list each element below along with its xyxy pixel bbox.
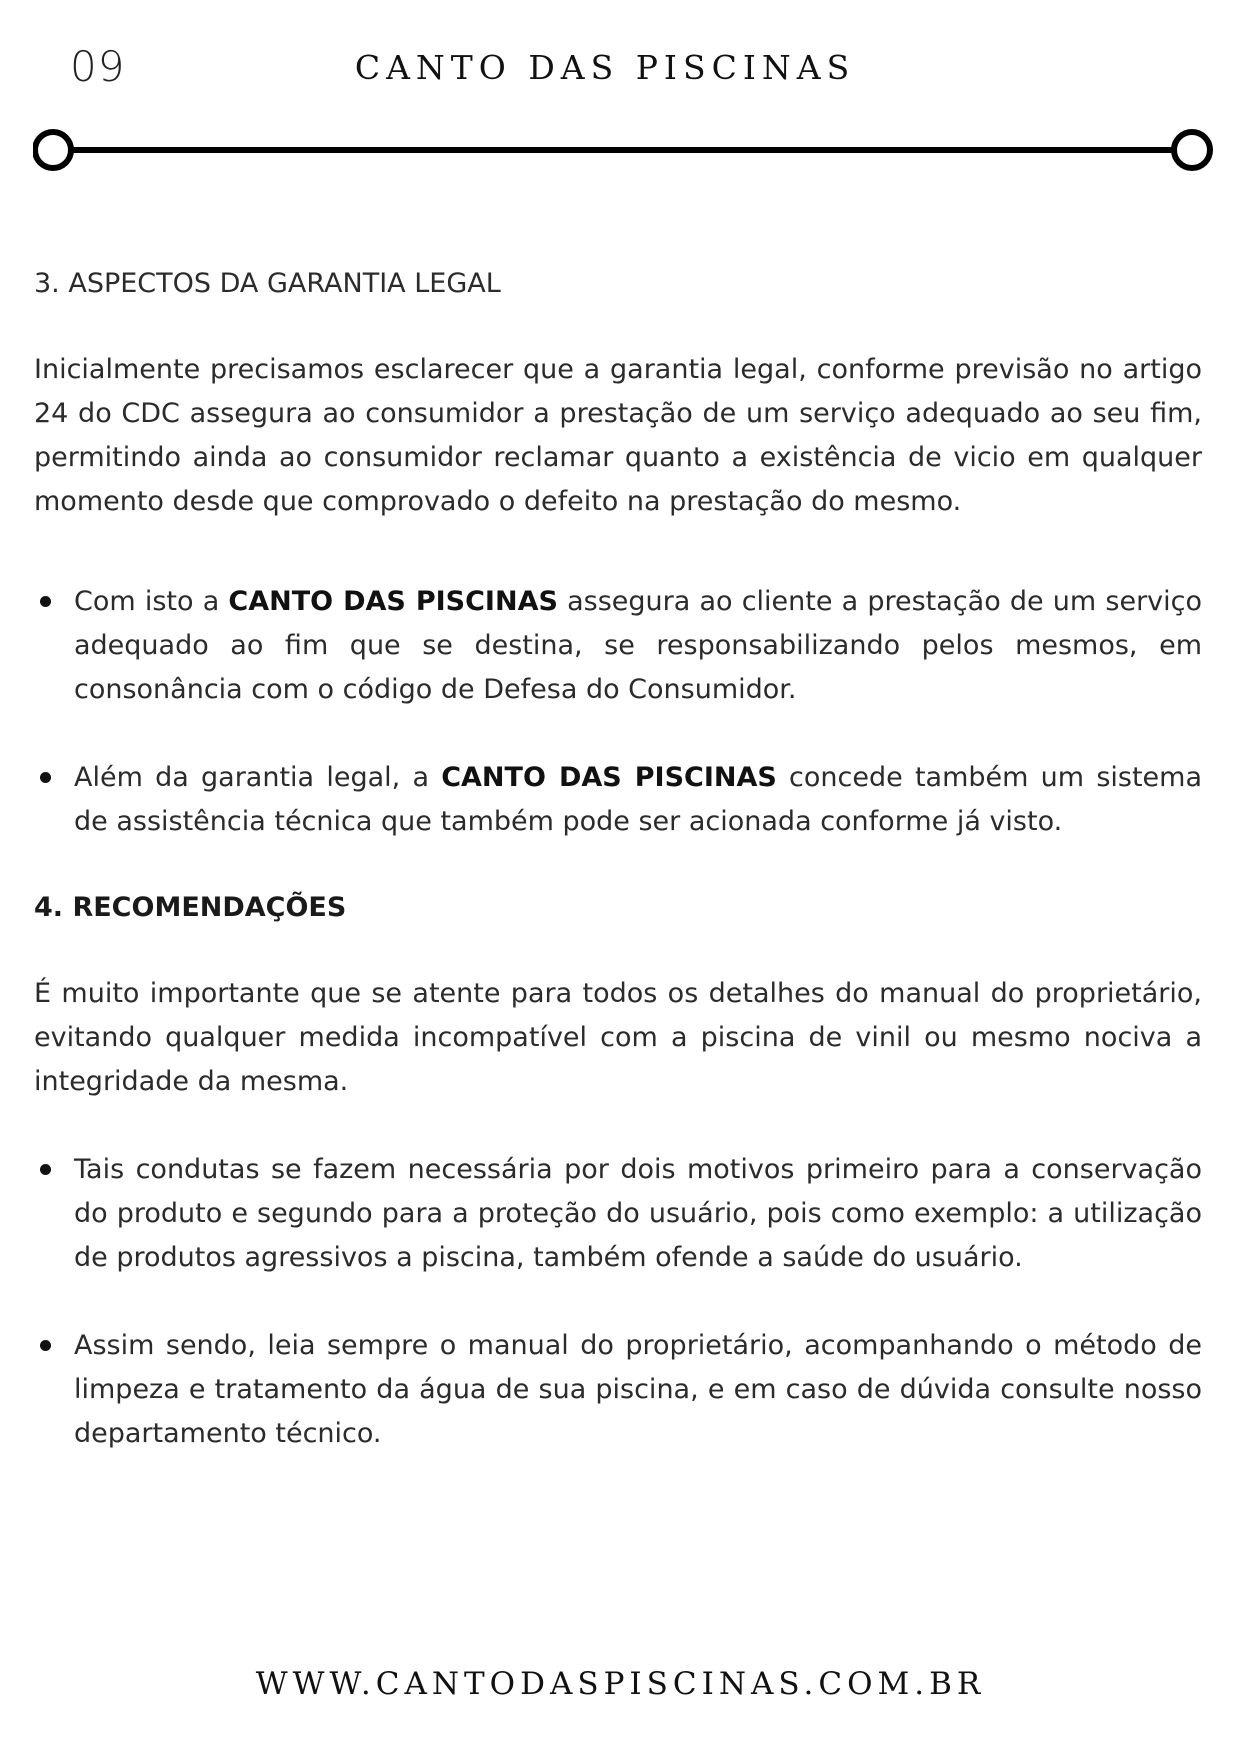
bullet-icon [40, 596, 51, 607]
bullet-icon [40, 1164, 51, 1175]
brand-name: CANTO DAS PISCINAS [228, 586, 558, 617]
bullet-text-after: concede também um sistema de assistência técnica que também pode ser acionada conforme já visto. [74, 762, 1203, 837]
section-3-bullet-list [34, 580, 1202, 844]
bullet-text: Tais condutas se fazem necessária por dois motivos primeiro para a conservação do produto e segundo para a proteção do usuário, pois como exemplo: a utilização de produtos agressivos a piscina, também ofende a saúde do usuário. [74, 1154, 1202, 1273]
section-3-paragraph: Inicialmente precisamos esclarecer que a garantia legal, conforme previsão no artigo 24 do CDC assegura ao consumidor a prestação de um serviço adequado ao seu fim, permitindo ainda ao consumidor reclamar quanto a existência de vicio em qualquer momento desde que comprovado o defeito na prestação do mesmo. [34, 354, 1202, 517]
footer-website: WWW.CANTODASPISCINAS.COM.BR [255, 1666, 986, 1702]
list-item [34, 580, 1202, 712]
bullet-text: Assim sendo, leia sempre o manual do proprietário, acompanhando o método de limpeza e tratamento da água de sua piscina, e em caso de dúvida consulte nosso departamento técnico. [74, 1330, 1202, 1449]
header-title: CANTO DAS PISCINAS [354, 48, 856, 87]
page-number: 09 [70, 42, 126, 91]
section-4-bullet-list [34, 1148, 1202, 1456]
section-4-paragraph: É muito importante que se atente para todos os detalhes do manual do proprietário, evitando qualquer medida incompatível com a piscina de vinil ou mesmo nociva a integridade da mesma. [34, 978, 1202, 1097]
list-item [34, 756, 1202, 844]
bullet-text-after: assegura ao cliente a prestação de um serviço adequado ao fim que se destina, se responsabilizando pelos mesmos, em consonância com o código de Defesa do Consumidor. [74, 586, 1203, 705]
bullet-icon [40, 772, 51, 783]
divider-start-circle [35, 132, 71, 168]
page-content [34, 262, 1202, 1456]
section-4-heading: 4. RECOMENDAÇÕES [34, 892, 347, 923]
bullet-icon [40, 1340, 51, 1351]
list-item [34, 1324, 1202, 1456]
bullet-text-before: Além da garantia legal, a [74, 762, 442, 793]
brand-name: CANTO DAS PISCINAS [441, 762, 777, 793]
section-3-heading: 3. ASPECTOS DA GARANTIA LEGAL [34, 268, 501, 299]
header-divider [33, 125, 1213, 175]
bullet-text-before: Com isto a [74, 586, 229, 617]
divider-end-circle [1174, 132, 1210, 168]
list-item [34, 1148, 1202, 1280]
